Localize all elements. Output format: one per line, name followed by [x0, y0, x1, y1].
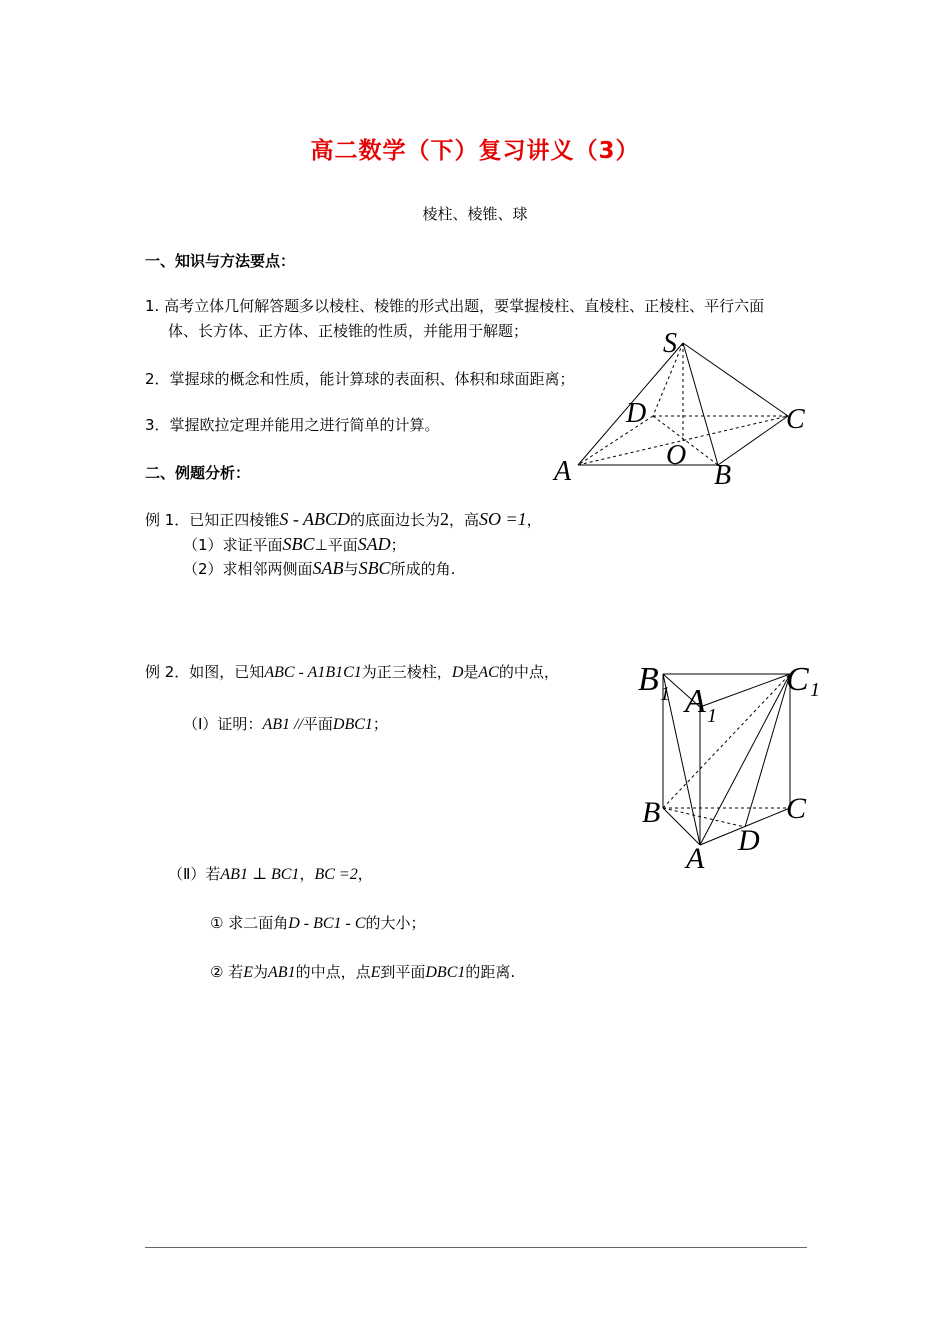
- example1-q1: [183, 532, 406, 557]
- ex2-q2-mid3: 到平面: [380, 963, 426, 981]
- item2: 2．掌握球的概念和性质，能计算球的表面积、体积和球面距离；: [145, 370, 575, 388]
- edge-BC: [718, 416, 788, 465]
- label-B1-sub: 1: [660, 683, 670, 705]
- ex2-q2-point-e2: E: [370, 964, 381, 981]
- ex2-p1-plane: DBC1: [332, 716, 373, 733]
- example2-part1: [183, 712, 388, 737]
- example2-q2: [210, 960, 515, 985]
- label-O: O: [666, 440, 687, 471]
- ex2-q2-end: 的距离.: [465, 963, 516, 981]
- ex2-segment-ac: AC: [478, 664, 499, 681]
- label-A1: A: [685, 683, 706, 720]
- pyramid-figure: [550, 320, 820, 495]
- label-C1-sub: 1: [810, 679, 820, 701]
- ex1-height: SO =1: [479, 509, 527, 529]
- page-subtitle: 棱柱、棱锥、球: [422, 205, 528, 223]
- label-B1: B: [638, 661, 659, 698]
- ex1-q2-face-a: SAB: [312, 558, 344, 578]
- ex2-q2-mid1: 为: [253, 963, 269, 981]
- ex2-p1-mid: 平面: [302, 715, 333, 733]
- label-C1: C: [786, 661, 809, 698]
- seg-BD: [663, 808, 745, 827]
- ex1-mid1: 的底面边长为: [349, 511, 440, 529]
- ex2-p2-sep: ，: [299, 865, 315, 883]
- section1-heading: 一、知识与方法要点：: [145, 252, 296, 270]
- ex1-q2-end: 所成的角.: [390, 560, 456, 578]
- ex2-p2-prefix: （Ⅱ）若: [168, 865, 221, 883]
- example1-q2: [183, 556, 455, 581]
- ex1-pyramid: S - ABCD: [279, 509, 350, 529]
- label-D: D: [738, 824, 760, 857]
- seg-C1D: [745, 674, 790, 827]
- ex2-p1-prefix: （Ⅰ）证明：: [183, 715, 263, 733]
- seg-BC1: [663, 674, 790, 808]
- label-A: A: [686, 842, 705, 875]
- ex1-q1-prefix: （1）求证平面: [183, 536, 283, 554]
- example2-q1: [210, 911, 426, 936]
- ex1-q1-mid: 平面: [327, 536, 358, 554]
- ex1-prefix: 例 1．已知正四棱锥: [145, 511, 280, 529]
- footer-rule: [145, 1247, 807, 1248]
- ex2-q2-point-e: E: [243, 964, 253, 981]
- item3: 3．掌握欧拉定理并能用之进行简单的计算。: [145, 416, 440, 434]
- label-B: B: [714, 460, 732, 491]
- ex1-mid2: ，高: [449, 511, 480, 529]
- ex2-p2-condition: AB1 ⊥ BC1: [220, 866, 300, 883]
- example2-line: [145, 660, 559, 685]
- edge-SC: [683, 343, 788, 416]
- ex2-p1-line: AB1 //: [262, 716, 303, 733]
- page-title: 高二数学（下）复习讲义（3）: [310, 138, 640, 164]
- ex1-q2-prefix: （2）求相邻两侧面: [183, 560, 313, 578]
- ex2-mid2: 是: [463, 663, 479, 681]
- example2-part2: [168, 862, 373, 887]
- ex1-q1-perp: ⊥: [314, 536, 328, 554]
- edge-A1C1: [700, 674, 790, 707]
- ex2-end: 的中点，: [498, 663, 559, 681]
- seg-C1A: [700, 674, 790, 845]
- ex2-q1-end: 的大小；: [365, 914, 426, 932]
- prism-figure: [630, 650, 830, 875]
- ex2-p2-end: ，: [357, 865, 373, 883]
- ex1-q2-mid: 与: [343, 560, 359, 578]
- ex2-prefix: 例 2．如图，已知: [145, 663, 265, 681]
- label-D: D: [626, 398, 647, 429]
- label-A: A: [554, 456, 572, 487]
- ex1-end: ，: [526, 511, 542, 529]
- ex2-q1-prefix: ① 求二面角: [210, 914, 289, 932]
- ex2-mid1: 为正三棱柱，: [361, 663, 452, 681]
- label-S: S: [663, 328, 677, 359]
- label-B: B: [642, 796, 661, 829]
- ex1-q2-face-b: SBC: [358, 558, 391, 578]
- ex2-q2-segment: AB1: [268, 964, 296, 981]
- edge-SB: [683, 343, 718, 465]
- ex1-q1-plane-b: SAD: [357, 534, 391, 554]
- section2-heading: 二、例题分析：: [145, 464, 251, 482]
- ex2-p1-end: ；: [372, 715, 388, 733]
- ex1-side: 2: [440, 509, 449, 529]
- ex2-prism: ABC - A1B1C1: [264, 664, 362, 681]
- item1-line2: 体、长方体、正方体、正棱锥的性质，并能用于解题；: [168, 322, 529, 340]
- item1-line1: 1. 高考立体几何解答题多以棱柱、棱锥的形式出题，要掌握棱柱、直棱柱、正棱柱、平行六面: [145, 297, 765, 315]
- label-C: C: [786, 792, 807, 825]
- ex2-p2-length: BC =2: [314, 866, 358, 883]
- label-C: C: [786, 404, 805, 435]
- ex1-q1-plane-a: SBC: [282, 534, 315, 554]
- ex2-point-d: D: [451, 664, 464, 681]
- edge-BA: [663, 808, 700, 845]
- example1-line: [145, 507, 542, 532]
- ex2-q2-prefix: ② 若: [210, 963, 244, 981]
- ex1-q1-end: ；: [390, 536, 406, 554]
- label-A1-sub: 1: [707, 705, 717, 727]
- ex2-q1-angle: D - BC1 - C: [288, 915, 366, 932]
- ex2-q2-mid2: 的中点，点: [295, 963, 371, 981]
- ex2-q2-plane: DBC1: [425, 964, 466, 981]
